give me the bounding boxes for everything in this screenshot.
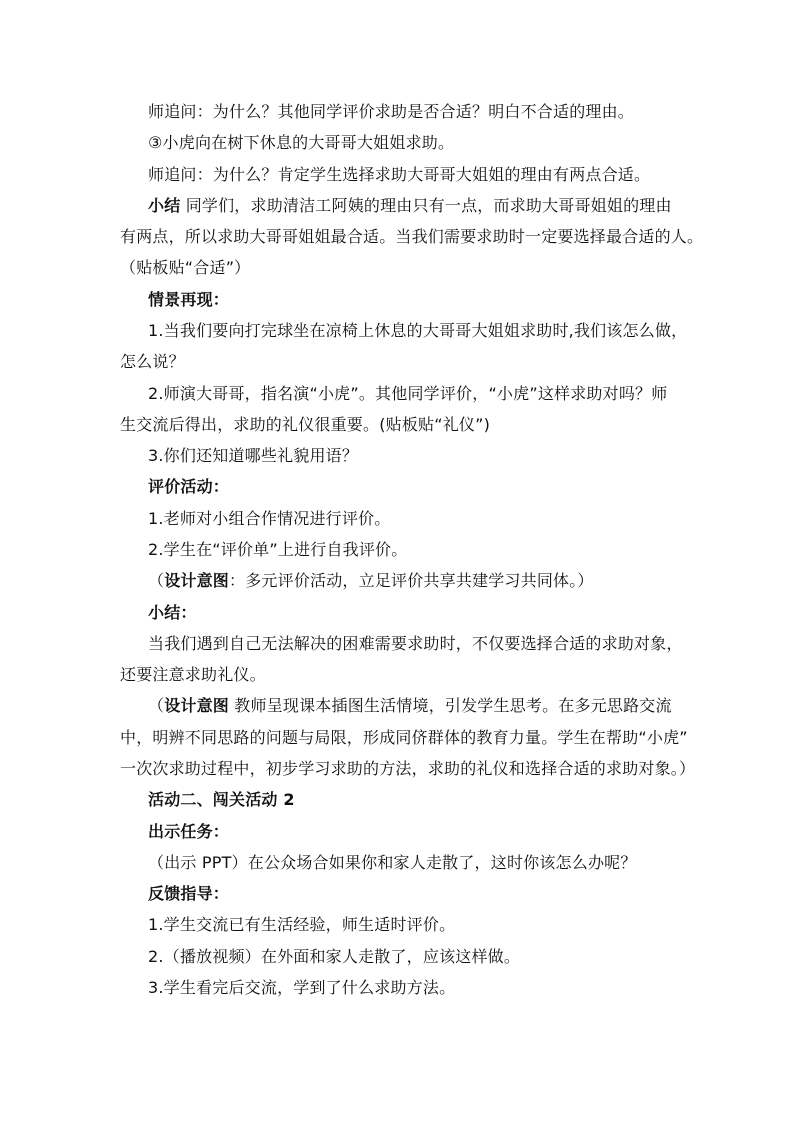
text-line: 生交流后得出，求助的礼仪很重要。(贴板贴“礼仪”)	[120, 415, 491, 434]
design-intent-label: 设计意图	[164, 696, 230, 715]
section-heading: 出示任务：	[148, 822, 230, 841]
text-line: 一次次求助过程中，初步学习求助的方法，求助的礼仪和选择合适的求助对象。）	[120, 759, 696, 778]
text-line: ③小虎向在树下休息的大哥哥大姐姐求助。	[148, 133, 455, 152]
section-heading: 情景再现：	[148, 290, 230, 309]
design-intent-text: ：多元评价活动，立足评价共享共建学习共同体。）	[229, 571, 594, 590]
text-line: 3.你们还知道哪些礼貌用语？	[148, 446, 359, 465]
text-line: 当我们遇到自己无法解决的困难需要求助时，不仅要选择合适的求助对象，	[148, 634, 683, 653]
text-line: 师追问：为什么？其他同学评价求助是否合适？明白不合适的理由。	[148, 102, 635, 121]
summary-line	[148, 196, 672, 216]
text-line: 2.学生在“评价单”上进行自我评价。	[148, 540, 408, 559]
text-line: 2.师演大哥哥，指名演“小虎”。其他同学评价，“小虎”这样求助对吗？师	[148, 384, 668, 403]
summary-label: 小结	[148, 196, 181, 215]
text-line: 中，明辨不同思路的问题与局限，形成同侪群体的教育力量。学生在帮助“小虎”	[120, 728, 688, 747]
open-paren: （	[148, 696, 165, 715]
text-line: （出示 PPT）在公众场合如果你和家人走散了，这时你该怎么办呢？	[148, 853, 637, 872]
text-line: 有两点，所以求助大哥哥姐姐最合适。当我们需要求助时一定要选择最合适的人。	[120, 227, 704, 246]
text-line: （贴板贴“合适”）	[120, 258, 251, 277]
text-line: 2.（播放视频）在外面和家人走散了，应该这样做。	[148, 947, 521, 966]
section-heading: 活动二、闯关活动 2	[148, 790, 295, 809]
section-heading: 小结：	[148, 603, 197, 622]
section-heading: 反馈指导：	[148, 884, 230, 903]
text-line: 3.学生看完后交流，学到了什么求助方法。	[148, 978, 456, 997]
text-line: 怎么说？	[120, 352, 185, 371]
design-intent-text: 教师呈现课本插图生活情境，引发学生思考。在多元思路交流	[229, 696, 672, 715]
text-line: 1.老师对小组合作情况进行评价。	[148, 509, 391, 528]
summary-text: 同学们，求助清洁工阿姨的理由只有一点，而求助大哥哥姐姐的理由	[180, 196, 672, 215]
text-line: 还要注意求助礼仪。	[120, 665, 266, 684]
design-intent-label: 设计意图	[164, 571, 230, 590]
text-line: 1.当我们要向打完球坐在凉椅上休息的大哥哥大姐姐求助时,我们该怎么做，	[148, 321, 688, 340]
text-line: 师追问：为什么？肯定学生选择求助大哥哥大姐姐的理由有两点合适。	[148, 165, 651, 184]
design-intent-line	[148, 571, 594, 591]
design-intent-line	[148, 696, 672, 716]
text-line: 1.学生交流已有生活经验，师生适时评价。	[148, 915, 456, 934]
open-paren: （	[148, 571, 165, 590]
section-heading: 评价活动：	[148, 477, 230, 496]
